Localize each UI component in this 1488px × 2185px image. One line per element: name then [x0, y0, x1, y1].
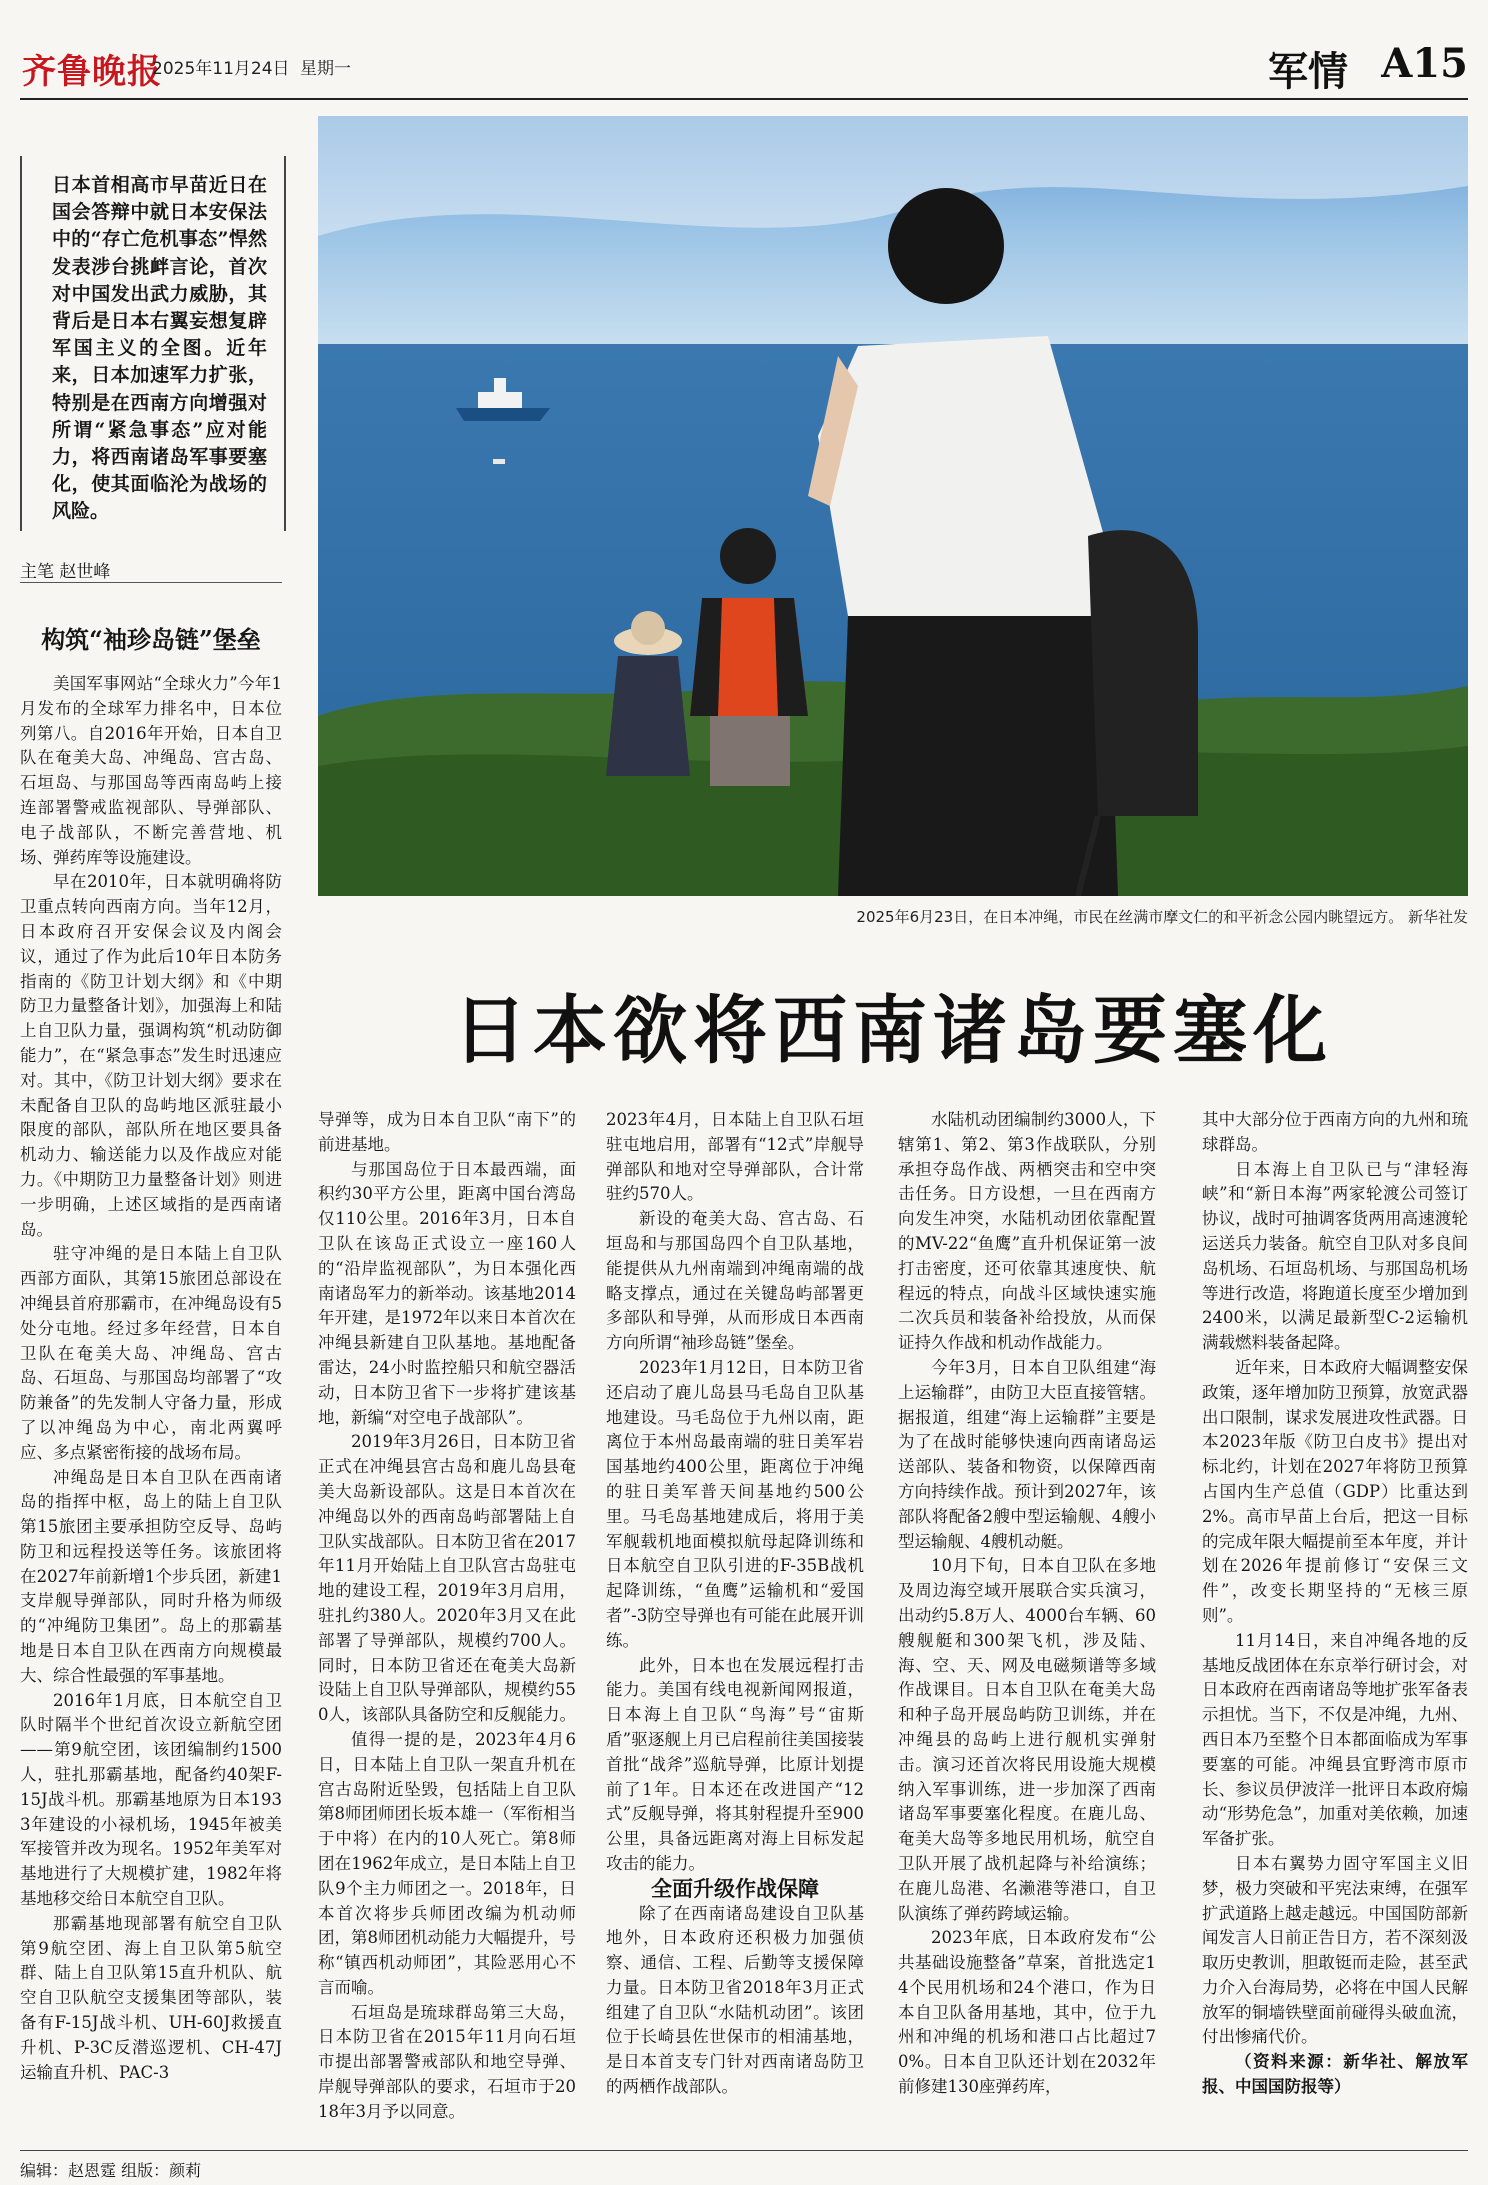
photo-illustration [318, 116, 1468, 896]
page-number: A15 [1381, 40, 1468, 87]
editor-rule [20, 582, 282, 583]
paragraph: 此外，日本也在发展远程打击能力。美国有线电视新闻网报道，日本海上自卫队“鸟海”号“宙斯盾”驱逐舰上月已启程前往美国接装首批“战斧”巡航导弹，比原计划提前了1年。日本还在改进国产“12式”反舰导弹，将其射程提升至900公里，具备远距离对海上目标发起攻击的能力。 [606, 1655, 864, 1873]
issue-date: 2025年11月24日 [152, 59, 290, 79]
paragraph: 冲绳岛是日本自卫队在西南诸岛的指挥中枢，岛上的陆上自卫队第15旅团主要承担防空反导、岛屿防卫和远程投送等任务。该旅团将在2027年前新增1个步兵团，新建1支岸舰导弹部队，同时升格为师级的“冲绳防卫集团”。岛上的那霸基地是日本自卫队在西南方向规模最大、综合性最强的军事基地。 [20, 1467, 282, 1685]
small-boat-icon [493, 459, 505, 464]
paragraph: 驻守冲绳的是日本陆上自卫队西部方面队，其第15旅团总部设在冲绳县首府那霸市，在冲绳岛设有5处分屯地。经过多年经营，日本自卫队在奄美大岛、冲绳岛、宫古岛、石垣岛、与那国岛均部署了“攻防兼备”的先发制人守备力量，形成了以冲绳岛为中心，南北两翼呼应、多点紧密衔接的战场布局。 [20, 1244, 282, 1462]
header-rule [20, 98, 1468, 100]
source-note: （资料来源：新华社、解放军报、中国国防报等） [1202, 2052, 1468, 2097]
section-name: 军情 [1268, 48, 1348, 95]
paragraph: 2023年底，日本政府发布“公共基础设施整备”草案，首批选定14个民用机场和24个港口，作为日本自卫队备用基地，其中，位于九州和冲绳的机场和港口占比超过70%。日本自卫队还计划在2032年前修建130座弹药库， [898, 1928, 1156, 2097]
article-column-2 [318, 1108, 576, 2125]
paragraph: 2016年1月底，日本航空自卫队时隔半个世纪首次设立新航空团——第9航空团，该团编制约1500人，驻扎那霸基地，配备约40架F-15J战斗机。那霸基地原为日本1933年建设的小禄机场，1945年被美军接管并改为现名。1952年美军对基地进行了大规模扩建，1982年将基地移交给日本航空自卫队。 [20, 1690, 282, 1909]
article-column-3 [606, 1108, 864, 2100]
newspaper-logo: 齐鲁晚报 [22, 52, 162, 92]
paragraph: 那霸基地现部署有航空自卫队第9航空团、海上自卫队第5航空群、陆上自卫队第15直升机队、航空自卫队航空支援集团等部队，装备有F-15J战斗机、UH-60J救援直升机、P-3C反潜巡逻机、CH-47J运输直升机、PAC-3 [20, 1913, 282, 2082]
issue-weekday: 星期一 [300, 59, 351, 79]
paragraph: 11月14日，来自冲绳各地的反基地反战团体在东京举行研讨会，对日本政府在西南诸岛等地扩张军备表示担忧。当下，不仅是冲绳，九州、西日本乃至整个日本都面临成为军事要塞的可能。冲绳县宜野湾市原市长、参议员伊波洋一批评日本政府煽动“形势危急”，加重对美依赖，加速军备扩张。 [1202, 1630, 1468, 1849]
summary-text: 日本首相高市早苗近日在国会答辩中就日本安保法中的“存亡危机事态”悍然发表涉台挑衅言论，首次对中国发出武力威胁，其背后是日本右翼妄想复辟军国主义的全图。近年来，日本加速军力扩张，特别是在西南方向增强对所谓“紧急事态”应对能力，将西南诸岛军事要塞化，使其面临沦为战场的风险。 [52, 174, 267, 523]
article-column-5 [1202, 1108, 1468, 2100]
paragraph: 石垣岛是琉球群岛第三大岛，日本防卫省在2015年11月向石垣市提出部署警戒部队和地空导弹、岸舰导弹部队的要求，石垣市于2018年3月予以同意。 [318, 2002, 576, 2121]
paragraph: 美国军事网站“全球火力”今年1月发布的全球军力排名中，日本位列第八。自2016年开始，日本自卫队在奄美大岛、冲绳岛、宫古岛、石垣岛、与那国岛等西南岛屿上接连部署警戒监视部队、导弹部队、电子战部队，不断完善营地、机场、弹药库等设施建设。 [20, 674, 282, 867]
paragraph: 10月下旬，日本自卫队在多地及周边海空域开展联合实兵演习，出动约5.8万人、4000台车辆、60艘舰艇和300架飞机，涉及陆、海、空、天、网及电磁频谱等多域作战课目。日本自卫队在奄美大岛和种子岛开展岛屿防卫训练，并在冲绳县的岛屿上进行舰机实弹射击。演习还首次将民用设施大规模纳入军事训练，进一步加深了西南诸岛军事要塞化程度。在鹿儿岛、奄美大岛等多地民用机场，航空自卫队开展了战机起降与补给演练；在鹿儿岛港、名濑港等港口，自卫队演练了弹药跨域运输。 [898, 1556, 1156, 1923]
paragraph: 除了在西南诸岛建设自卫队基地外，日本政府还积极力加强侦察、通信、工程、后勤等支援保障力量。日本防卫省2018年3月正式组建了自卫队“水陆机动团”。该团位于长崎县佐世保市的相浦基地，是日本首支专门针对西南诸岛防卫的两栖作战部队。 [606, 1903, 864, 2097]
paragraph: 2023年1月12日，日本防卫省还启动了鹿儿岛县马毛岛自卫队基地建设。马毛岛位于九州以南，距离位于本州岛最南端的驻日美军岩国基地约400公里，距离位于冲绳的驻日美军普天间基地约500公里。马毛岛基地建成后，将用于美军舰载机地面模拟航母起降训练和日本航空自卫队引进的F-35B战机起降训练，“鱼鹰”运输机和“爱国者”-3防空导弹也有可能在此展开训练。 [606, 1357, 864, 1650]
subheading-island-chain: 构筑“袖珍岛链”堡垒 [41, 625, 261, 654]
footer-credits: 编辑：赵恩霆 组版：颜莉 [20, 2161, 202, 2180]
paragraph: 新设的奄美大岛、宫古岛、石垣岛和与那国岛四个自卫队基地，能提供从九州南端到冲绳南端的战略支撑点，通过在关键岛屿部署更多部队和导弹，从而形成日本西南方向所谓“袖珍岛链”堡垒。 [606, 1209, 864, 1353]
photo-caption: 2025年6月23日，在日本冲绳，市民在丝满市摩文仁的和平祈念公园内眺望远方。 新华社发 [856, 908, 1468, 926]
editor-credit: 主笔 赵世峰 [20, 562, 111, 582]
article-column-4 [898, 1108, 1156, 2100]
paragraph: 水陆机动团编制约3000人，下辖第1、第2、第3作战联队，分别承担夺岛作战、两栖突击和空中突击任务。日方设想，一旦在西南方向发生冲突，水陆机动团依靠配置的MV-22“鱼鹰”直升机保证第一波打击密度，还可依靠其速度快、航程远的特点，向战斗区域快速实施二次兵员和装备补给投放，从而保证持久作战和机动作战能力。 [898, 1110, 1156, 1353]
paragraph: 近年来，日本政府大幅调整安保政策，逐年增加防卫预算，放宽武器出口限制，谋求发展进攻性武器。日本2023年版《防卫白皮书》提出对标北约，计划在2027年将防卫预算占国内生产总值（GDP）比重达到2%。高市早苗上台后，把这一目标的完成年限大幅提前至本年度，并计划在2026年提前修订“安保三文件”，改变长期坚持的“无核三原则”。 [1202, 1357, 1468, 1625]
paragraph: 日本右翼势力固守军国主义旧梦，极力突破和平宪法束缚，在强军扩武道路上越走越远。中国国防部新闻发言人日前正告日方，若不深刻汲取历史教训，胆敢铤而走险，甚至武力介入台海局势，必将在中国人民解放军的铜墙铁壁面前碰得头破血流，付出惨痛代价。 [1202, 1853, 1468, 2047]
paragraph: 其中大部分位于西南方向的九州和琉球群岛。 [1202, 1110, 1468, 1154]
headline: 日本欲将西南诸岛要塞化 [453, 988, 1333, 1074]
paragraph: 日本海上自卫队已与“津轻海峡”和“新日本海”两家轮渡公司签订协议，战时可抽调客货两用高速渡轮运送兵力装备。航空自卫队对多良间岛机场、石垣岛机场、与那国岛机场等进行改造，将跑道长度至少增加到2400米，以满足最新型C-2运输机满载燃料装备起降。 [1202, 1159, 1468, 1353]
child-girl-figure [606, 611, 690, 776]
news-photo [318, 116, 1468, 896]
paragraph: 今年3月，日本自卫队组建“海上运输群”，由防卫大臣直接管辖。据报道，组建“海上运输群”主要是为了在战时能够快速向西南诸岛运送部队、装备和物资，以保障西南方向持续作战。预计到2027年，该部队将配备2艘中型运输舰、4艘小型运输舰、4艘机动艇。 [898, 1357, 1156, 1551]
paragraph: 早在2010年，日本就明确将防卫重点转向西南方向。当年12月，日本政府召开安保会议及内阁会议，通过了作为此后10年日本防务指南的《防卫计划大纲》和《中期防卫力量整备计划》，加强海上和陆上自卫队力量，强调构筑“机动防御能力”，在“紧急事态”发生时迅速应对。其中，《防卫计划大纲》要求在未配备自卫队的岛屿地区派驻最小限度的部队，部队所在地区要具备机动力、输送能力以及作战应对能力。《中期防卫力量整备计划》则进一步明确，上述区域指的是西南诸岛。 [20, 872, 282, 1239]
paragraph: 与那国岛位于日本最西端，面积约30平方公里，距离中国台湾岛仅110公里。2016年3月，日本自卫队在该岛正式设立一座160人的“沿岸监视部队”，为日本强化西南诸岛军力的新举动。该基地2014年开建，是1972年以来日本首次在冲绳县新建自卫队基地。基地配备雷达，24小时监控船只和航空器活动，日本防卫省下一步将扩建该基地，新编“对空电子战部队”。 [318, 1159, 576, 1427]
paragraph: 导弹等，成为日本自卫队“南下”的前进基地。 [318, 1110, 576, 1154]
paragraph: 值得一提的是，2023年4月6日，日本陆上自卫队一架直升机在宫古岛附近坠毁，包括陆上自卫队第8师团师团长坂本雄一（军衔相当于中将）在内的10人死亡。第8师团在1962年成立，是日本陆上自卫队9个主力师团之一。2018年，日本首次将步兵师团改编为机动师团，第8师团机动能力大幅提升，号称“镇西机动师团”，其险恶用心不言而喻。 [318, 1729, 576, 1997]
paragraph: 2019年3月26日，日本防卫省正式在冲绳县宫古岛和鹿儿岛县奄美大岛新设部队。这是日本首次在冲绳岛以外的西南岛屿部署陆上自卫队实战部队。日本防卫省在2017年11月开始陆上自卫队宫古岛驻屯地的建设工程，2019年3月启用，驻扎约380人。2020年3月又在此部署了导弹部队，规模约700人。同时，日本防卫省还在奄美大岛新设陆上自卫队导弹部队，规模约550人，该部队具备防空和反舰能力。 [318, 1432, 576, 1725]
subheading-support: 全面升级作战保障 [651, 1876, 819, 1901]
article-column-1 [20, 672, 282, 2085]
paragraph: 2023年4月，日本陆上自卫队石垣驻屯地启用，部署有“12式”岸舰导弹部队和地对空导弹部队，合计常驻约570人。 [606, 1110, 864, 1204]
footer-rule [20, 2150, 1468, 2151]
